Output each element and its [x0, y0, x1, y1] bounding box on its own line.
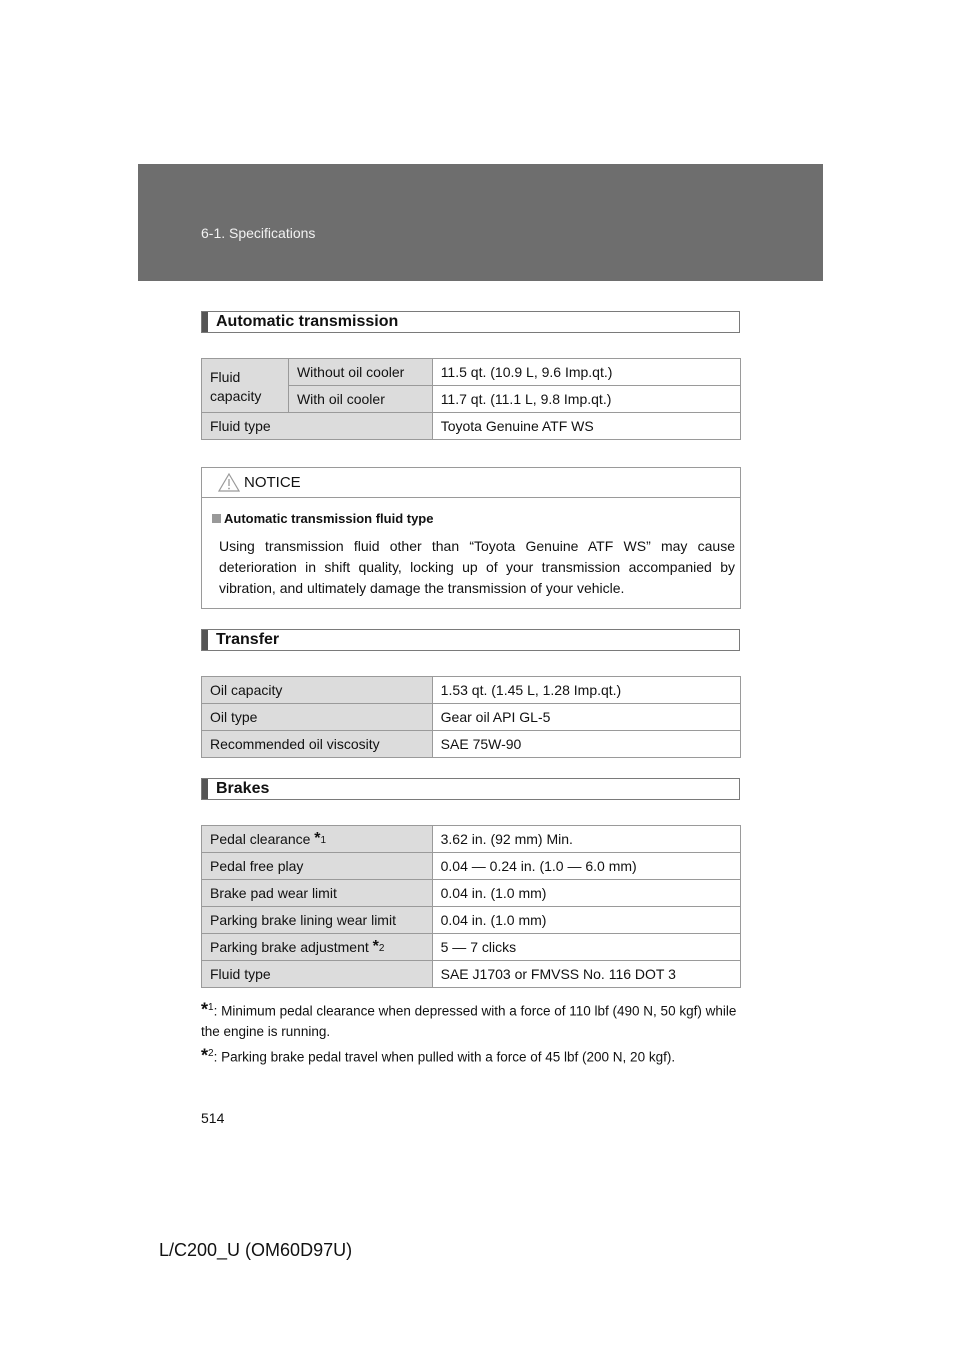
section-title-transfer — [201, 629, 740, 651]
spec-label: Parking brake lining wear limit — [202, 907, 433, 934]
spec-value: Gear oil API GL-5 — [432, 704, 740, 731]
footnote-text: : Parking brake pedal travel when pulled with a force of 45 lbf (200 N, 20 kgf). — [213, 1049, 676, 1065]
brakes-table — [201, 825, 741, 988]
footnote-mark: * — [201, 1045, 209, 1066]
spec-label: Pedal free play — [202, 853, 433, 880]
spec-label: Fluid type — [202, 413, 433, 440]
footnote-number: 2 — [208, 1048, 214, 1059]
footnote-ref-number: 2 — [378, 943, 385, 954]
spec-label-text: Pedal clearance — [210, 831, 311, 847]
spec-value: 1.53 qt. (1.45 L, 1.28 Imp.qt.) — [432, 677, 740, 704]
section-accent — [202, 779, 208, 799]
spec-value: 5 — 7 clicks — [432, 934, 740, 961]
notice-heading: NOTICE — [244, 474, 301, 491]
spec-value: 11.5 qt. (10.9 L, 9.6 Imp.qt.) — [432, 359, 740, 386]
table-row — [202, 731, 741, 758]
spec-label: Oil type — [202, 704, 433, 731]
table-row — [202, 413, 741, 440]
automatic-transmission-table — [201, 358, 741, 440]
spec-value: SAE 75W-90 — [432, 731, 740, 758]
header-band — [138, 164, 823, 281]
spec-label: Oil capacity — [202, 677, 433, 704]
footnote-1 — [201, 998, 746, 1042]
spec-label-text: Parking brake adjustment — [210, 939, 369, 955]
section-title-brakes — [201, 778, 740, 800]
section-title-text: Automatic transmission — [216, 313, 399, 330]
table-row — [202, 704, 741, 731]
bullet-square-icon — [212, 514, 221, 523]
document-code: L/C200_U (OM60D97U) — [159, 1240, 353, 1260]
table-row — [202, 826, 741, 853]
spec-label — [202, 934, 433, 961]
footnote-2 — [201, 1044, 746, 1068]
table-row — [202, 359, 741, 386]
spec-label: Brake pad wear limit — [202, 880, 433, 907]
notice-header — [202, 468, 740, 498]
section-title-text: Brakes — [216, 780, 270, 797]
footnote-number: 1 — [208, 1002, 214, 1013]
section-breadcrumb: 6-1. Specifications — [201, 225, 316, 241]
warning-triangle-icon — [218, 473, 240, 492]
notice-subheading-text: Automatic transmission fluid type — [224, 511, 434, 526]
spec-value: 0.04 in. (1.0 mm) — [432, 907, 740, 934]
spec-value: 0.04 — 0.24 in. (1.0 — 6.0 mm) — [432, 853, 740, 880]
table-row — [202, 934, 741, 961]
transfer-table — [201, 676, 741, 758]
section-accent — [202, 630, 208, 650]
footnote-ref-number: 1 — [320, 835, 327, 846]
table-row — [202, 880, 741, 907]
spec-value: 11.7 qt. (11.1 L, 9.8 Imp.qt.) — [432, 386, 740, 413]
spec-label: Recommended oil viscosity — [202, 731, 433, 758]
notice-body: Using transmission fluid other than “Toyota Genuine ATF WS” may cause deterioration in shift quality, locking up of your transmission accompanied by vibration, and ultimately damage the transmission of your vehicle. — [219, 538, 735, 596]
spec-value: 3.62 in. (92 mm) Min. — [432, 826, 740, 853]
section-title-automatic-transmission — [201, 311, 740, 333]
spec-value: SAE J1703 or FMVSS No. 116 DOT 3 — [432, 961, 740, 988]
footnote-mark: * — [201, 999, 209, 1020]
notice-box — [201, 467, 741, 609]
section-accent — [202, 312, 208, 332]
spec-sublabel: Without oil cooler — [288, 359, 432, 386]
footnote-ref: *2 — [372, 938, 385, 955]
page-number: 514 — [201, 1110, 225, 1126]
spec-value: Toyota Genuine ATF WS — [432, 413, 740, 440]
spec-value: 0.04 in. (1.0 mm) — [432, 880, 740, 907]
spec-sublabel: With oil cooler — [288, 386, 432, 413]
table-row — [202, 907, 741, 934]
footnote-text: : Minimum pedal clearance when depressed with a force of 110 lbf (490 N, 50 kgf) while the engine is running. — [201, 1003, 737, 1039]
footnote-ref: *1 — [314, 830, 327, 847]
spec-label — [202, 826, 433, 853]
table-row — [202, 961, 741, 988]
spec-label: Fluid type — [202, 961, 433, 988]
fluid-capacity-label: Fluid capacity — [202, 359, 289, 413]
table-row — [202, 853, 741, 880]
notice-subheading — [212, 511, 433, 526]
section-title-text: Transfer — [216, 631, 280, 648]
table-row — [202, 677, 741, 704]
